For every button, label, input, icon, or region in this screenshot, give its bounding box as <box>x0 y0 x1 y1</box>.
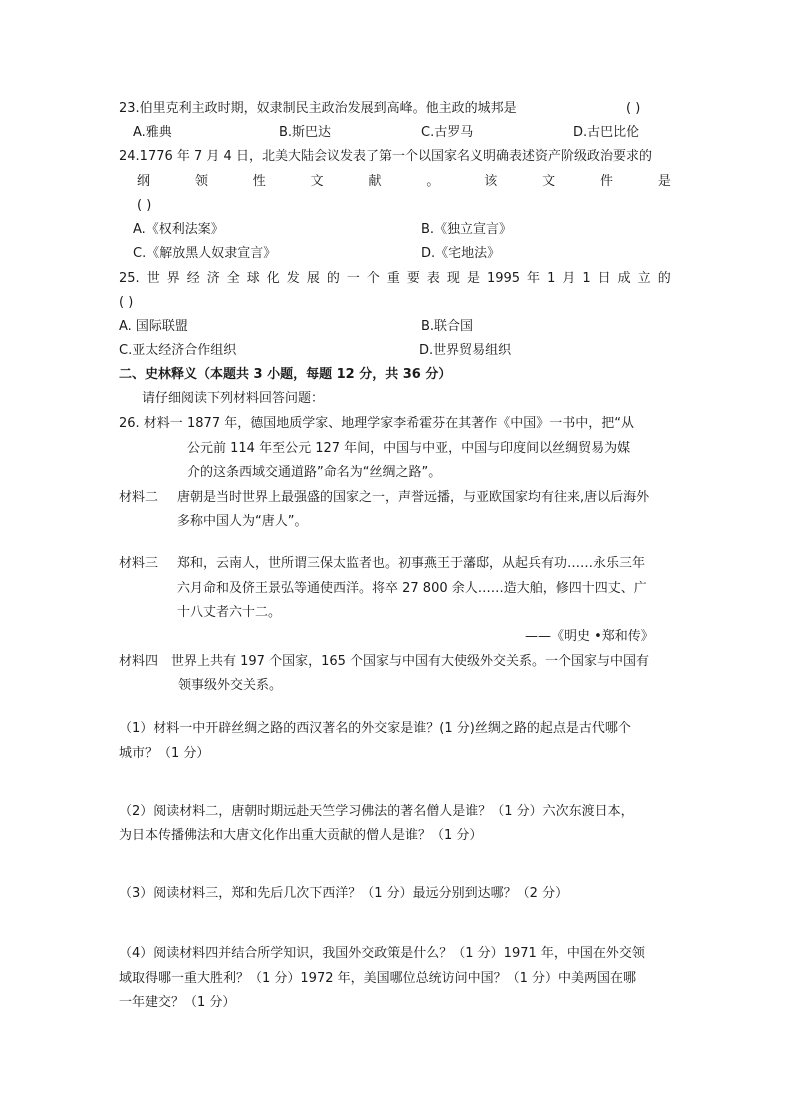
question-1-line: 城市？（1 分） <box>119 746 210 761</box>
question-4-line: （4）阅读材料四并结合所学知识，我国外交政策是什么？（1 分）1971 年，中国在外交领 <box>119 946 645 961</box>
q25-word: 要 <box>406 271 420 286</box>
q25-answer-paren: ( ) <box>119 295 134 310</box>
q25-word: 重 <box>386 271 400 286</box>
question-1-line: （1）材料一中开辟丝绸之路的西汉著名的外交家是谁？(1 分)丝绸之路的起点是古代哪个 <box>119 721 631 736</box>
q25-option-b: B.联合国 <box>421 319 474 334</box>
material-3-line: 六月命和及侪王景弘等通使西洋。将卒 27 800 余人……造大舶，修四十四丈、广 <box>177 581 647 596</box>
q25-word: 界 <box>166 271 180 286</box>
section-instruction: 请仔细阅读下列材料回答问题： <box>142 391 325 406</box>
material-3-label: 材料三 <box>119 556 159 571</box>
q23-option-c: C.古罗马 <box>421 125 474 140</box>
q25-word: 日 <box>597 271 611 286</box>
q25-word: 的 <box>657 271 671 286</box>
q23-answer-paren: ( ) <box>626 101 641 116</box>
material-1-label: 26. 材料一 <box>119 416 183 431</box>
q24-option-b: B.《独立宣言》 <box>421 222 513 237</box>
q25-word: 月 <box>562 271 576 286</box>
q25-stem-line1 <box>119 270 671 288</box>
material-2-line: 多称中国人为“唐人”。 <box>177 514 308 529</box>
material-4-label: 材料四 <box>119 654 159 669</box>
q25-word: 球 <box>246 271 260 286</box>
q24-word: 。 <box>426 174 440 189</box>
q24-word: 纲 <box>137 174 151 189</box>
material-3-line: 十八丈者六十二。 <box>177 605 282 620</box>
q24-word: 献 <box>368 174 382 189</box>
material-3-source: ——《明史 •郑和传》 <box>525 629 654 644</box>
q24-option-d: D.《宅地法》 <box>421 246 501 261</box>
question-4-line: 一年建交？（1 分） <box>119 995 236 1010</box>
q24-stem-line2 <box>137 173 671 191</box>
q25-word: 的 <box>326 271 340 286</box>
q24-word: 性 <box>252 174 266 189</box>
material-4-line: 领事级外交关系。 <box>178 678 283 693</box>
question-3-line: （3）阅读材料三，郑和先后几次下西洋？（1 分）最远分别到达哪？（2 分） <box>119 886 569 901</box>
q25-option-d: D.世界贸易组织 <box>419 343 512 358</box>
q25-word: 个 <box>366 271 380 286</box>
q24-option-c: C.《解放黑人奴隶宣言》 <box>133 246 277 261</box>
q23-option-a: A.雅典 <box>133 125 172 140</box>
question-4-line: 域取得哪一重大胜利？（1 分）1972 年，美国哪位总统访问中国？（1 分）中美两国在哪 <box>119 971 637 986</box>
q25-option-a: A. 国际联盟 <box>119 319 188 334</box>
material-2-label: 材料二 <box>119 490 159 505</box>
q24-word: 件 <box>600 174 614 189</box>
q24-stem-line1: 24.1776 年 7 月 4 日，北美大陆会议发表了第一个以国家名义明确表述资产阶级政治要求的 <box>119 149 652 164</box>
q24-word: 领 <box>194 174 208 189</box>
q25-word: 表 <box>426 271 440 286</box>
question-2-line: 为日本传播佛法和大唐文化作出重大贡献的僧人是谁？（1 分） <box>119 828 483 843</box>
q25-word: 成 <box>617 271 631 286</box>
q24-option-a: A.《权利法案》 <box>133 222 224 237</box>
q24-word: 文 <box>542 174 556 189</box>
q25-word: 是 <box>466 271 480 286</box>
q25-word: 现 <box>446 271 460 286</box>
q25-word: 1995 <box>486 271 521 286</box>
q25-word: 发 <box>286 271 300 286</box>
q25-word: 立 <box>637 271 651 286</box>
q24-word: 该 <box>484 174 498 189</box>
material-1-line: 介的这条西域交通道路”命名为“丝绸之路”。 <box>187 465 442 480</box>
q25-word: 1 <box>582 271 591 286</box>
material-3-line: 郑和，云南人，世所谓三保太监者也。初事燕王于藩邸，从起兵有功……永乐三年 <box>177 556 646 571</box>
q24-word: 是 <box>657 174 671 189</box>
q25-option-c: C.亚太经济合作组织 <box>119 343 237 358</box>
q25-word: 济 <box>206 271 220 286</box>
q25-word: 全 <box>226 271 240 286</box>
q25-word: 1 <box>547 271 556 286</box>
material-1-line: 1877 年，德国地质学家、地理学家李希霍芬在其著作《中国》一书中，把“从 <box>187 416 634 431</box>
q24-answer-paren: ( ) <box>137 198 152 213</box>
q25-word: 年 <box>527 271 541 286</box>
section-heading: 二、史林释义（本题共 3 小题，每题 12 分，共 36 分） <box>119 367 452 382</box>
q25-word: 25. <box>119 271 140 286</box>
material-4-line: 世界上共有 197 个国家，165 个国家与中国有大使级外交关系。一个国家与中国有 <box>171 654 650 669</box>
material-1-line: 公元前 114 年至公元 127 年间，中国与中亚，中国与印度间以丝绸贸易为媒 <box>187 441 631 456</box>
q23-option-d: D.古巴比伦 <box>573 125 640 140</box>
material-2-line: 唐朝是当时世界上最强盛的国家之一，声誉远播，与亚欧国家均有往来,唐以后海外 <box>177 490 650 505</box>
q23-stem: 23.伯里克利主政时期，奴隶制民主政治发展到高峰。他主政的城邦是 <box>119 101 517 116</box>
q25-word: 展 <box>306 271 320 286</box>
q25-word: 世 <box>146 271 160 286</box>
q24-word: 文 <box>310 174 324 189</box>
q23-option-b: B.斯巴达 <box>279 125 332 140</box>
q25-word: 经 <box>186 271 200 286</box>
question-2-line: （2）阅读材料二，唐朝时期远赴天竺学习佛法的著名僧人是谁？（1 分）六次东渡日本， <box>119 804 634 819</box>
q25-word: 一 <box>346 271 360 286</box>
q25-word: 化 <box>266 271 280 286</box>
